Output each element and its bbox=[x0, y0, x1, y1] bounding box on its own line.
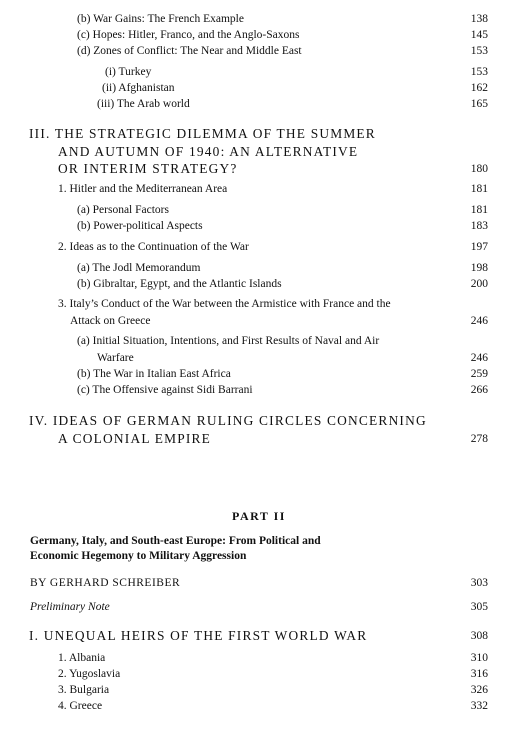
entry-page: 183 bbox=[470, 220, 488, 232]
entry-label: 2. Yugoslavia bbox=[58, 668, 121, 680]
entry-label: (a) Personal Factors bbox=[77, 204, 169, 216]
entry-label: 3. Italy’s Conduct of the War between the Armistice with France and the bbox=[58, 298, 391, 310]
entry-label: (c) Hopes: Hitler, Franco, and the Anglo-Saxons bbox=[77, 29, 300, 41]
entry-page: 246 bbox=[470, 315, 488, 327]
entry-label: (ii) Afghanistan bbox=[102, 82, 175, 94]
note-page: 305 bbox=[470, 601, 488, 613]
entry-page: 181 bbox=[470, 204, 488, 216]
entry-page: 200 bbox=[470, 278, 488, 290]
entry-label: 3. Bulgaria bbox=[58, 684, 110, 696]
entry-label: (a) Initial Situation, Intentions, and First Results of Naval and Air bbox=[77, 335, 380, 347]
part-label: PART II bbox=[232, 509, 286, 523]
chapter-page: 278 bbox=[470, 433, 488, 445]
entry-page: 332 bbox=[470, 700, 488, 712]
entry-page: 198 bbox=[470, 262, 488, 274]
chapter-line: OR INTERIM STRATEGY? bbox=[58, 161, 238, 176]
entry-page: 153 bbox=[470, 45, 488, 57]
chapter-page: 308 bbox=[470, 630, 488, 642]
entry-page: 316 bbox=[470, 668, 488, 680]
entry-label: 2. Ideas as to the Continuation of the War bbox=[58, 241, 249, 253]
chapter-line: IV. IDEAS OF GERMAN RULING CIRCLES CONCERNING bbox=[29, 413, 427, 428]
entry-page: 266 bbox=[470, 384, 488, 396]
entry-label: (a) The Jodl Memorandum bbox=[77, 262, 201, 274]
entry-label: (b) War Gains: The French Example bbox=[77, 13, 244, 25]
entry-page: 259 bbox=[470, 368, 488, 380]
entry-page: 197 bbox=[470, 241, 488, 253]
entry-label: (c) The Offensive against Sidi Barrani bbox=[77, 384, 253, 396]
entry-page: 310 bbox=[470, 652, 488, 664]
entry-label: 4. Greece bbox=[58, 700, 103, 712]
entry-label: (i) Turkey bbox=[105, 66, 152, 78]
entry-label: Warfare bbox=[97, 352, 134, 364]
chapter-line: AND AUTUMN OF 1940: AN ALTERNATIVE bbox=[58, 144, 359, 159]
author-page: 303 bbox=[470, 577, 488, 589]
entry-page: 145 bbox=[470, 29, 488, 41]
entry-label: Attack on Greece bbox=[70, 315, 151, 327]
entry-label: (b) Gibraltar, Egypt, and the Atlantic Islands bbox=[77, 278, 282, 290]
chapter-line: A COLONIAL EMPIRE bbox=[58, 431, 212, 446]
entry-page: 138 bbox=[470, 13, 488, 25]
entry-page: 162 bbox=[470, 82, 488, 94]
part-title: Germany, Italy, and South-east Europe: From Political and bbox=[30, 535, 321, 547]
chapter-line: III. THE STRATEGIC DILEMMA OF THE SUMMER bbox=[29, 126, 376, 141]
entry-page: 246 bbox=[470, 352, 488, 364]
chapter-line: I. UNEQUAL HEIRS OF THE FIRST WORLD WAR bbox=[29, 628, 368, 643]
entry-page: 326 bbox=[470, 684, 488, 696]
entry-label: 1. Hitler and the Mediterranean Area bbox=[58, 183, 228, 195]
entry-label: (d) Zones of Conflict: The Near and Middle East bbox=[77, 45, 302, 57]
chapter-page: 180 bbox=[470, 163, 488, 175]
author-name: BY GERHARD SCHREIBER bbox=[30, 577, 181, 589]
part-title: Economic Hegemony to Military Aggression bbox=[30, 550, 247, 562]
entry-page: 153 bbox=[470, 66, 488, 78]
entry-label: (b) The War in Italian East Africa bbox=[77, 368, 231, 380]
entry-label: (iii) The Arab world bbox=[97, 98, 190, 110]
entry-label: 1. Albania bbox=[58, 652, 106, 664]
entry-label: (b) Power-political Aspects bbox=[77, 220, 203, 232]
entry-page: 181 bbox=[470, 183, 488, 195]
note-label: Preliminary Note bbox=[30, 601, 110, 613]
entry-page: 165 bbox=[470, 98, 488, 110]
